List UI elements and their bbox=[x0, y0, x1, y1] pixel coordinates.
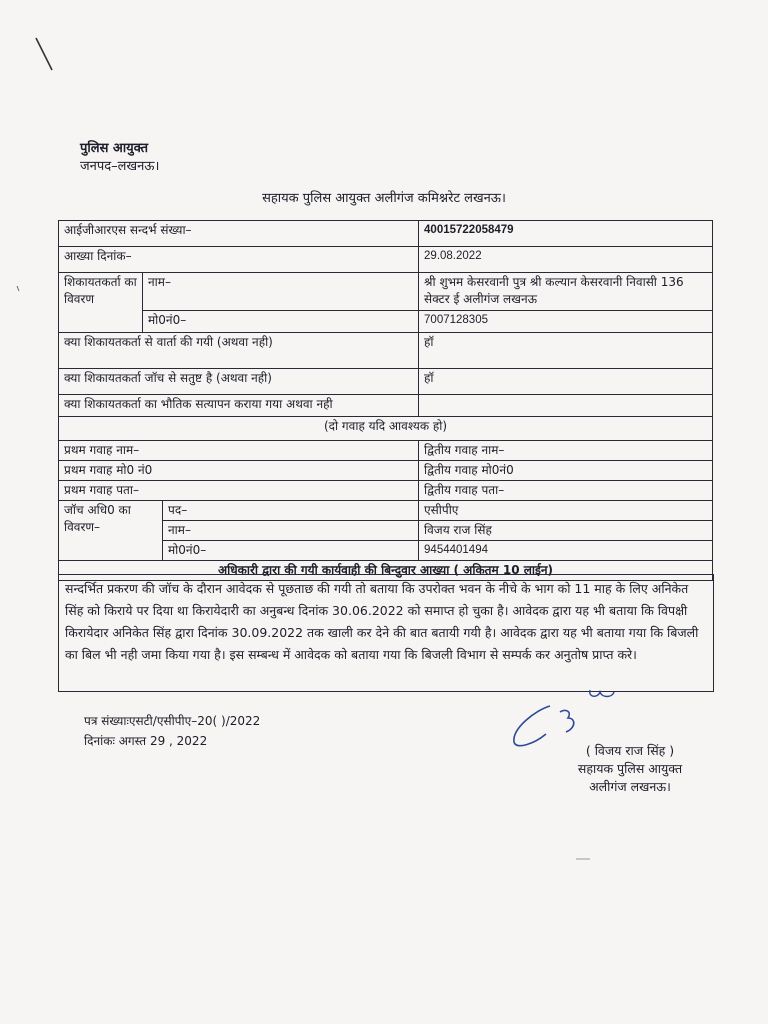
header-district: जनपद–लखनऊ। bbox=[80, 159, 160, 174]
header-office: पुलिस आयुक्त bbox=[80, 141, 149, 156]
officer-name-value: विजय राज सिंह bbox=[419, 521, 713, 541]
report-form-table bbox=[58, 220, 713, 581]
row-report-date bbox=[59, 247, 713, 273]
physical-value bbox=[419, 395, 713, 417]
witness-note: (दो गवाह यदि आवश्यक हो) bbox=[59, 417, 713, 441]
post-label: पद– bbox=[163, 501, 419, 521]
signatory-place: अलीगंज लखनऊ। bbox=[589, 779, 671, 794]
name-value: श्री शुभम केसरवानी पुत्र श्री कल्यान केसरवानी निवासी 136 सेक्टर ई अलीगंज लखनऊ bbox=[419, 273, 713, 311]
w2-address-label: द्वितीय गवाह पता– bbox=[419, 481, 713, 501]
letter-date: दिनांकः अगस्त 29 , 2022 bbox=[84, 734, 208, 748]
row-igrs bbox=[59, 221, 713, 247]
row-physical bbox=[59, 395, 713, 417]
report-date-label: आख्या दिनांक– bbox=[59, 247, 419, 273]
row-witness-note bbox=[59, 417, 713, 441]
w1-address-label: प्रथम गवाह पता– bbox=[59, 481, 419, 501]
scan-speck-icon bbox=[574, 856, 594, 862]
name-label: नाम– bbox=[143, 273, 419, 311]
scan-mark-icon bbox=[30, 36, 60, 76]
letter-number: पत्र संख्याःएसटी/एसीपीए–20( )/2022 bbox=[84, 714, 261, 728]
action-heading: अधिकारी द्वारा की गयी कार्यवाही की बिन्दुवार आख्या ( अकितम 10 लाईन) bbox=[59, 561, 713, 581]
row-satisfied bbox=[59, 369, 713, 395]
row-witness-address bbox=[59, 481, 713, 501]
signatory-name: ( विजय राज सिंह ) bbox=[585, 743, 675, 758]
report-date-value: 29.08.2022 bbox=[419, 247, 713, 273]
row-witness-name bbox=[59, 441, 713, 461]
talked-value: हॉ bbox=[419, 333, 713, 369]
w2-name-label: द्वितीय गवाह नाम– bbox=[419, 441, 713, 461]
post-value: एसीपीए bbox=[419, 501, 713, 521]
w1-mobile-label: प्रथम गवाह मो0 नं0 bbox=[59, 461, 419, 481]
document-subtitle: सहायक पुलिस आयुक्त अलीगंज कमिश्नरेट लखनऊ। bbox=[262, 191, 506, 206]
action-narrative: सन्दर्भित प्रकरण की जॉच के दौरान आवेदक से पूछताछ की गयी तो बताया कि उपरोक्त भवन के नीचे के भाग को 11 माह के लिए अनिकेत सिंह को किराये पर दिया था किरायेदारी का अनुबन्ध दिनांक 30.06.2022 को समाप्त हो चुका है। आवेदक द्वारा यह भी बताया कि विपक्षी किरायेदार अनिकेत सिंह द्वारा दिनांक 30.09.2022 तक खाली कर देने की बात बतायी गयी है। आवेदक द्वारा यह भी बताया गया कि बिजली का बिल भी नही जमा किया गया है। इस सम्बन्ध में आवेदक को बताया गया कि बिजली विभाग से सम्पर्क कर अनुतोष प्राप्त करे। bbox=[58, 574, 714, 692]
satisfied-value: हॉ bbox=[419, 369, 713, 395]
row-talked bbox=[59, 333, 713, 369]
mobile-label: मो0नं0– bbox=[143, 311, 419, 333]
igrs-value: 40015722058479 bbox=[419, 221, 713, 247]
row-witness-mobile bbox=[59, 461, 713, 481]
signatory-designation: सहायक पुलिस आयुक्त bbox=[577, 761, 683, 776]
complainant-label: शिकायतकर्ता का विवरण bbox=[59, 273, 143, 333]
w2-mobile-label: द्वितीय गवाह मो0नं0 bbox=[419, 461, 713, 481]
satisfied-label: क्या शिकायतकर्ता जॉच से सतुष्ट है (अथवा नही) bbox=[59, 369, 419, 395]
scan-speck-icon bbox=[14, 284, 24, 294]
mobile-value: 7007128305 bbox=[419, 311, 713, 333]
w1-name-label: प्रथम गवाह नाम– bbox=[59, 441, 419, 461]
officer-mobile-label: मो0नं0– bbox=[163, 541, 419, 561]
officer-label: जॉच अधि0 का विवरण– bbox=[59, 501, 163, 561]
row-officer-post bbox=[59, 501, 713, 521]
physical-label: क्या शिकायतकर्ता का भौतिक सत्यापन कराया गया अथवा नही bbox=[59, 395, 419, 417]
talked-label: क्या शिकायतकर्ता से वार्ता की गयी (अथवा नही) bbox=[59, 333, 419, 369]
row-complainant-name bbox=[59, 273, 713, 311]
officer-name-label: नाम– bbox=[163, 521, 419, 541]
igrs-label: आईजीआरएस सन्दर्भ संख्या– bbox=[59, 221, 419, 247]
row-complainant-mobile bbox=[59, 311, 713, 333]
officer-mobile-value: 9454401494 bbox=[419, 541, 713, 561]
